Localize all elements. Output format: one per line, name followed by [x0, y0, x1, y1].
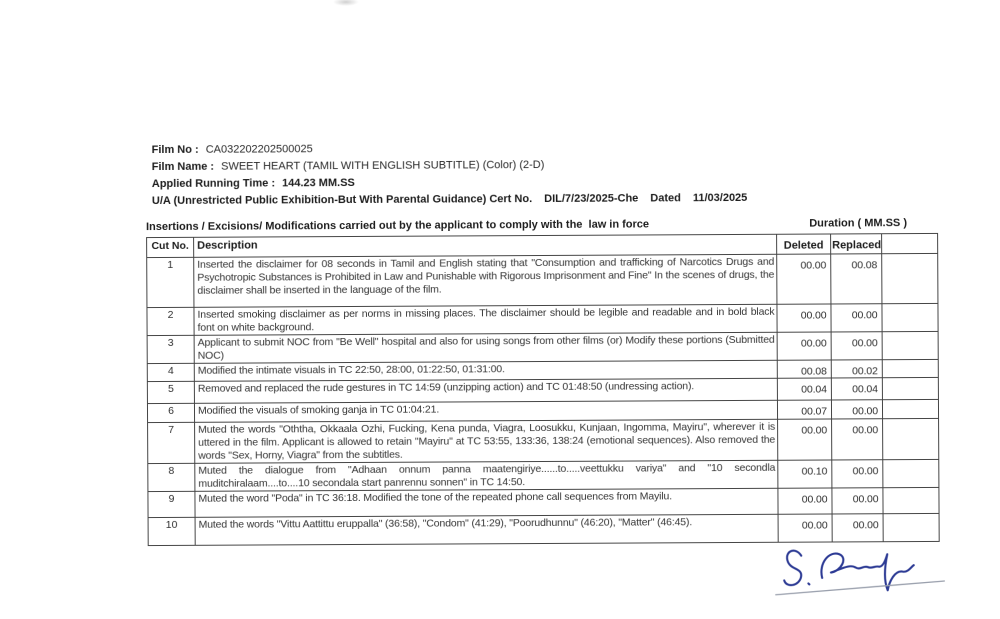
blank-cell [883, 459, 939, 487]
header-description: Description [194, 234, 777, 257]
table-row [148, 418, 939, 463]
running-time-value: 144.23 MM.SS [282, 176, 355, 190]
cut-list-table [146, 233, 940, 546]
description-cell: Muted the words "Vittu Aattittu eruppalla" (36:58), "Condom" (41:29), "Poorudhunnu" (46:20), "Matter" (46:45). [195, 514, 778, 545]
replaced-cell: 00.02 [831, 360, 882, 378]
cut-no-cell: 6 [147, 403, 194, 422]
blank-cell [882, 399, 938, 418]
deleted-cell: 00.00 [778, 419, 832, 460]
deleted-cell: 00.00 [778, 488, 832, 514]
replaced-cell: 00.00 [831, 400, 882, 419]
replaced-cell: 00.00 [832, 419, 883, 460]
cut-no-cell: 10 [148, 517, 195, 545]
header-blank [882, 233, 938, 253]
film-name-value: SWEET HEART (TAMIL WITH ENGLISH SUBTITLE) (Color) (2-D) [221, 158, 545, 173]
duration-caption: Duration ( MM.SS ) [809, 217, 908, 230]
running-time-label: Applied Running Time : [151, 177, 276, 191]
description-cell: Applicant to submit NOC from "Be Well" hospital and also for using songs from other films (or) Modify these portions (Submitted NOC) [194, 332, 777, 363]
table-row [147, 253, 938, 307]
description-cell: Muted the dialogue from "Adhaan onnum panna maatengiriye......to.....veettukku variya" and "10 secondla muditchiralaam....to....10 secondala start panrennu sonnen" in TC 14:50. [195, 460, 778, 491]
signature-underline [776, 581, 945, 595]
deleted-cell: 00.00 [777, 304, 831, 332]
cert-prefix: U/A (Unrestricted Public Exhibition-But With Parental Guidance) Cert No. [151, 193, 533, 208]
table-row [148, 513, 939, 545]
deleted-cell: 00.04 [777, 378, 831, 400]
cut-no-cell: 1 [147, 257, 194, 307]
blank-cell [883, 418, 939, 459]
signature-initial-stroke [783, 550, 802, 585]
film-no-value: CA032202202500025 [205, 143, 313, 156]
table-row [148, 487, 939, 517]
blank-cell [882, 303, 938, 331]
certificate-line [152, 192, 748, 212]
cut-no-cell: 5 [147, 381, 194, 403]
cut-no-cell: 2 [147, 307, 194, 335]
header-cut-no: Cut No. [147, 237, 194, 257]
table-row [148, 459, 939, 491]
table-row [147, 303, 938, 335]
deleted-cell: 00.00 [777, 254, 831, 304]
film-details-block [152, 141, 748, 212]
header-deleted: Deleted [777, 234, 831, 254]
film-no-label: Film No : [151, 143, 199, 157]
deleted-cell: 00.10 [778, 460, 832, 488]
blank-cell [882, 253, 938, 303]
replaced-cell: 00.00 [832, 514, 883, 542]
cert-no-value: DIL/7/23/2025-Che [544, 192, 639, 205]
replaced-cell: 00.04 [831, 378, 882, 400]
cut-no-cell: 4 [147, 363, 194, 381]
description-cell: Inserted the disclaimer for 08 seconds in Tamil and English stating that "Consumption and trafficking of Narcotics Drugs and Psychotropic Substances is Prohibited in Law and Punishable with Rigorous Imprisonment and Fine" In the scenes of drugs, the disclaimer shall be inserted in the language of the film. [194, 254, 777, 307]
signature-dot [808, 583, 809, 584]
replaced-cell: 00.00 [831, 332, 882, 360]
replaced-cell: 00.00 [832, 460, 883, 488]
blank-cell [882, 331, 938, 359]
cut-no-cell: 8 [148, 463, 195, 491]
description-cell: Removed and replaced the rude gestures in TC 14:59 (unzipping action) and TC 01:48:50 (undressing action). [194, 378, 777, 403]
blank-cell [882, 377, 938, 399]
description-cell: Inserted smoking disclaimer as per norms in missing places. The disclaimer should be legible and readable and in bold black font on white background. [194, 304, 777, 335]
blank-cell [882, 359, 938, 377]
table-row [147, 331, 938, 363]
scan-smudge [333, 0, 359, 6]
replaced-cell: 00.00 [832, 488, 883, 514]
cert-date-value: 11/03/2025 [692, 191, 748, 205]
cut-no-cell: 3 [147, 335, 194, 363]
dated-label: Dated [650, 192, 681, 205]
deleted-cell: 00.00 [778, 514, 832, 542]
deleted-cell: 00.07 [777, 400, 831, 419]
description-cell: Modified the visuals of smoking ganja in TC 01:04:21. [194, 400, 777, 422]
film-name-label: Film Name : [151, 160, 215, 174]
handwritten-signature [771, 537, 951, 602]
replaced-cell: 00.00 [831, 304, 882, 332]
description-cell: Muted the word "Poda" in TC 36:18. Modified the tone of the repeated phone call sequences from Mayilu. [195, 488, 778, 517]
table-caption-row [146, 217, 937, 233]
description-cell: Modified the intimate visuals in TC 22:50, 28:00, 01:22:50, 01:31:00. [194, 360, 777, 381]
deleted-cell: 00.00 [777, 332, 831, 360]
replaced-cell: 00.08 [831, 254, 882, 304]
deleted-cell: 00.08 [777, 360, 831, 378]
blank-cell [883, 487, 939, 513]
cut-no-cell: 9 [148, 491, 195, 517]
signature-main-stroke [821, 550, 915, 592]
description-cell: Muted the words "Oththa, Okkaala Ozhi, Fucking, Kena punda, Viagra, Loosukku, Kunjaan, Ingomma, Mayiru", wherever it is uttered in the film. Applicant is allowed to retain "Mayiru" at TC 53:55, 133:36, 138:24 (emotional sequences). Also removed the words "Sex, Horny, Viagra" from the subtitles. [195, 419, 778, 463]
header-replaced: Replaced [831, 234, 882, 254]
cut-no-cell: 7 [148, 422, 195, 463]
insertions-caption: Insertions / Excisions/ Modifications carried out by the applicant to comply with the law in force [146, 218, 650, 234]
